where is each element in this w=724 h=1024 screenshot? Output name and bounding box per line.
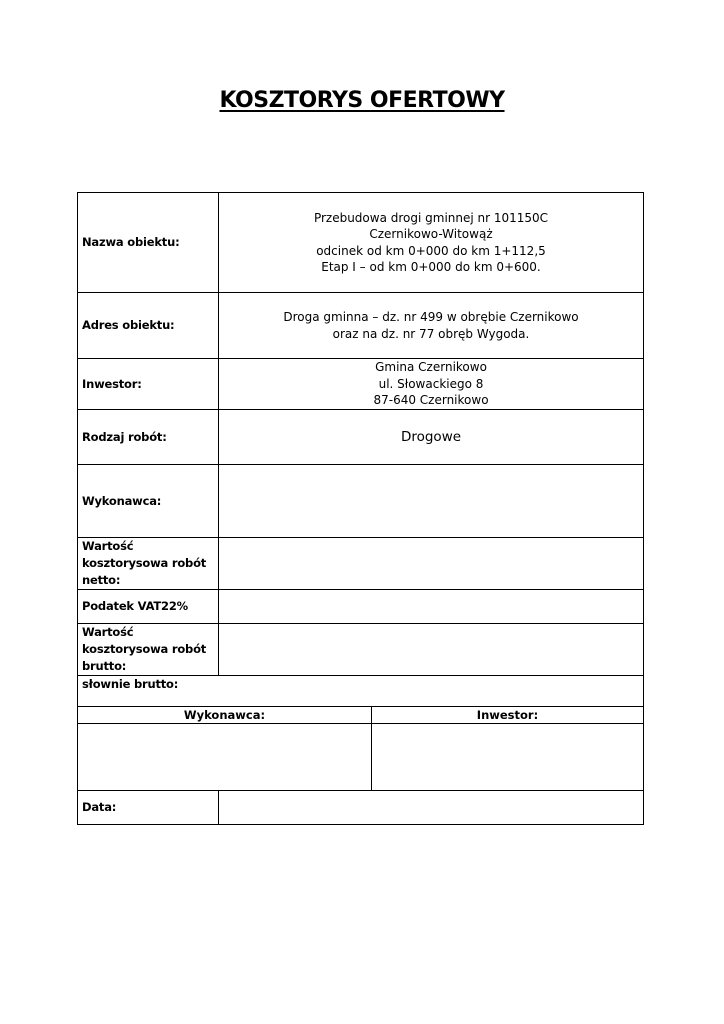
investor-label: Inwestor: <box>78 359 219 410</box>
vat-label: Podatek VAT22% <box>78 590 219 624</box>
row-net-value <box>78 538 644 590</box>
object-address-label: Adres obiektu: <box>78 293 219 359</box>
vat-field[interactable] <box>219 590 644 624</box>
object-name-value: Przebudowa drogi gminnej nr 101150C Czernikowo-Witowąż odcinek od km 0+000 do km 1+112,5 Etap I – od km 0+000 do km 0+600. <box>219 193 644 293</box>
contractor-label: Wykonawca: <box>78 465 219 538</box>
gross-in-words-label[interactable]: słownie brutto: <box>78 676 644 707</box>
row-object-name <box>78 193 644 293</box>
investor-value: Gmina Czernikowo ul. Słowackiego 8 87-640 Czernikowo <box>219 359 644 410</box>
cost-estimate-form <box>77 192 644 825</box>
contractor-value[interactable] <box>219 465 644 538</box>
row-vat <box>78 590 644 624</box>
investor-signature-box[interactable] <box>372 724 644 791</box>
row-signature-boxes <box>78 724 644 791</box>
row-gross-value <box>78 624 644 676</box>
row-work-type <box>78 410 644 465</box>
work-type-label: Rodzaj robót: <box>78 410 219 465</box>
date-label: Data: <box>78 791 219 825</box>
object-name-label: Nazwa obiektu: <box>78 193 219 293</box>
row-contractor <box>78 465 644 538</box>
investor-signature-header: Inwestor: <box>372 707 644 724</box>
document-title: KOSZTORYS OFERTOWY <box>219 88 505 113</box>
row-signature-headers <box>78 707 644 724</box>
object-address-value: Droga gminna – dz. nr 499 w obrębie Czernikowo oraz na dz. nr 77 obręb Wygoda. <box>219 293 644 359</box>
row-investor <box>78 359 644 410</box>
date-field[interactable] <box>219 791 644 825</box>
contractor-signature-box[interactable] <box>78 724 372 791</box>
row-date <box>78 791 644 825</box>
gross-value-label: Wartość kosztorysowa robót brutto: <box>78 624 219 676</box>
work-type-value: Drogowe <box>219 410 644 465</box>
net-value-label: Wartość kosztorysowa robót netto: <box>78 538 219 590</box>
row-gross-in-words <box>78 676 644 707</box>
net-value-field[interactable] <box>219 538 644 590</box>
gross-value-field[interactable] <box>219 624 644 676</box>
contractor-signature-header: Wykonawca: <box>78 707 372 724</box>
row-object-address <box>78 293 644 359</box>
